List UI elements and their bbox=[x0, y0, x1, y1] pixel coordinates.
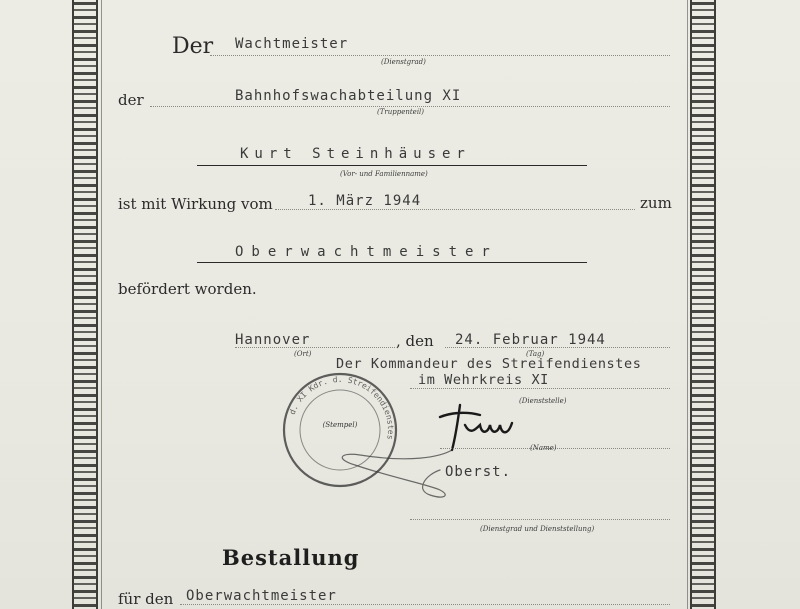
ornamental-border-right bbox=[690, 0, 716, 609]
name-value: Kurt Steinhäuser bbox=[240, 146, 471, 162]
bestallung-heading: Bestallung bbox=[222, 545, 360, 570]
stamp-ring-text: d. XI Kdr. d. Streifendienstes bbox=[287, 374, 396, 441]
name-caption: (Vor- und Familienname) bbox=[340, 170, 428, 178]
date-caption: (Tag) bbox=[526, 350, 545, 358]
name-underline bbox=[197, 165, 587, 166]
issue-date-line bbox=[445, 347, 670, 348]
office-caption: (Dienststelle) bbox=[519, 397, 567, 405]
name-caption2: (Name) bbox=[530, 444, 557, 452]
fuer-den-label: für den bbox=[118, 590, 174, 608]
inner-rule-right bbox=[687, 0, 688, 609]
place-line bbox=[235, 347, 395, 348]
place-value: Hannover bbox=[235, 332, 311, 348]
rank-position-line bbox=[410, 519, 670, 520]
ornamental-border-left bbox=[72, 0, 98, 609]
zum-label: zum bbox=[640, 194, 672, 212]
signer-rank: Oberst. bbox=[445, 464, 512, 480]
effective-date: 1. März 1944 bbox=[308, 193, 422, 209]
new-rank-value: Oberwachtmeister bbox=[235, 244, 498, 260]
handwritten-signature bbox=[330, 395, 570, 510]
stamp-caption: (Stempel) bbox=[322, 421, 358, 429]
new-rank-underline bbox=[197, 262, 587, 263]
date-line bbox=[275, 209, 635, 210]
place-caption: (Ort) bbox=[294, 350, 312, 358]
rank-line bbox=[210, 55, 670, 56]
unit-line bbox=[150, 106, 670, 107]
recipient-line bbox=[180, 604, 670, 605]
office-line2: im Wehrkreis XI bbox=[418, 372, 549, 388]
office-line1: Der Kommandeur des Streifendienstes bbox=[336, 356, 642, 372]
des-label: der bbox=[118, 91, 144, 109]
unit-value: Bahnhofswachabteilung XI bbox=[235, 88, 462, 104]
office-line bbox=[410, 388, 670, 389]
effect-label: ist mit Wirkung vom bbox=[118, 195, 273, 213]
den-label: , den bbox=[396, 332, 434, 350]
rank-position-caption: (Dienstgrad und Dienststellung) bbox=[480, 525, 595, 533]
issue-date: 24. Februar 1944 bbox=[455, 332, 606, 348]
rank-value: Wachtmeister bbox=[235, 36, 349, 52]
rank-caption: (Dienstgrad) bbox=[381, 58, 426, 66]
salutation: Der bbox=[172, 34, 214, 59]
inner-rule-left bbox=[101, 0, 102, 609]
promoted-label: befördert worden. bbox=[118, 280, 257, 298]
unit-caption: (Truppenteil) bbox=[377, 108, 425, 116]
recipient-rank: Oberwachtmeister bbox=[186, 588, 337, 604]
